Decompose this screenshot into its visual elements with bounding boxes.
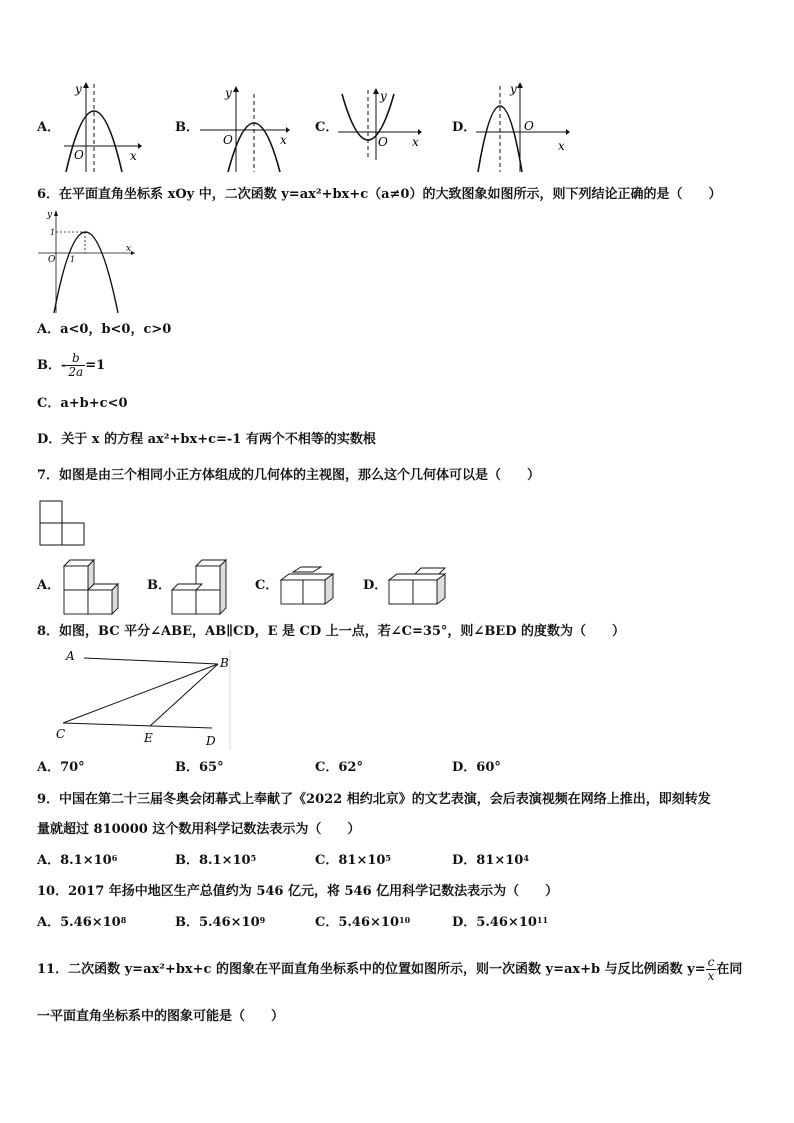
q6-graph-origin-label: O: [48, 255, 56, 265]
q5-option-a-graph: [60, 80, 142, 172]
q11-stem-part2: 在同: [716, 962, 743, 977]
q8-point-c: C: [56, 727, 66, 741]
q9-option-d: D．$81\times 10^4$: [452, 853, 529, 868]
q8-point-a: A: [66, 649, 75, 663]
q7-front-view: [39, 500, 87, 548]
q8-figure: [54, 646, 236, 750]
q5a-axis-y-label: y: [75, 82, 82, 96]
q10-stem: 10．2017 年扬中地区生产总值约为 546 亿元，将 546 亿用科学记数法表示为（ ）: [37, 884, 559, 899]
q9-option-c: C．$81\times 10^5$: [315, 853, 391, 868]
q8-option-a: A．70°: [37, 760, 85, 775]
q10-option-c: C．$5.46\times 10^{10}$: [315, 915, 411, 930]
q10-option-b: B．$5.46\times 10^9$: [175, 915, 266, 930]
q5-option-c-graph: [336, 86, 422, 160]
q5b-axis-y-label: y: [225, 86, 232, 100]
q9-stem-line2: 量就超过 810000 这个数用科学记数法表示为（ ）: [37, 822, 361, 837]
q5d-axis-x-label: x: [558, 139, 565, 153]
q6-graph-y-one: 1: [50, 228, 56, 237]
q11-fraction-denominator: x: [707, 969, 715, 983]
q6-option-b-suffix: =1: [85, 358, 106, 373]
q6-option-b-prefix: B．-: [37, 358, 67, 373]
q8-point-d: D: [206, 734, 216, 748]
q8-option-d: D．60°: [452, 760, 501, 775]
q6-option-b: [37, 348, 105, 384]
q5-option-d-label: D．: [452, 120, 477, 135]
q7-stem: 7．如图是由三个相同小正方体组成的几何体的主视图，那么这个几何体可以是（ ）: [37, 468, 541, 483]
q5-option-b-graph: [198, 84, 290, 172]
q7-option-a-label: A．: [37, 578, 61, 593]
q10-option-d: D．$5.46\times 10^{11}$: [452, 915, 549, 930]
q8-option-b: B．65°: [175, 760, 224, 775]
q7-option-b-solid: [170, 556, 228, 616]
q5a-origin-label: O: [74, 148, 84, 162]
q5-option-a-label: A．: [37, 120, 61, 135]
q7-option-b-label: B．: [147, 578, 171, 593]
q5c-origin-label: O: [378, 135, 388, 149]
q7-option-d-solid: [387, 566, 451, 606]
q5-option-d-graph: [474, 80, 570, 172]
q5c-axis-x-label: x: [412, 135, 419, 149]
q11-fraction-numerator: c: [706, 956, 717, 970]
q6-option-b-fraction: [66, 352, 85, 379]
q5-option-b-label: B．: [175, 120, 199, 135]
q8-stem: 8．如图，BC 平分∠ABE，AB∥CD，E 是 CD 上一点，若∠C=35°，则∠BED 的度数为（ ）: [37, 624, 626, 639]
q5-option-c-label: C．: [315, 120, 339, 135]
q6-stem: 6．在平面直角坐标系 xOy 中，二次函数 y=ax²+bx+c（a≠0）的大致图象如图所示，则下列结论正确的是（ ）: [37, 187, 722, 202]
q11-stem-line1: [37, 953, 742, 987]
q8-point-e: E: [144, 731, 153, 745]
q8-option-c: C．62°: [315, 760, 363, 775]
q6-option-b-numerator: b: [66, 352, 85, 366]
q6-option-d: D．关于 x 的方程 ax²+bx+c=-1 有两个不相等的实数根: [37, 432, 376, 447]
q6-graph-x-one: 1: [70, 255, 76, 264]
q9-option-b: B．$8.1\times 10^5$: [175, 853, 257, 868]
q6-graph: [36, 207, 136, 315]
q5b-origin-label: O: [223, 133, 233, 147]
q6-option-b-denominator: 2a: [68, 365, 84, 379]
q6-option-c: C．a+b+c<0: [37, 396, 128, 411]
q6-graph-x-label: x: [126, 244, 132, 254]
q8-point-b: B: [220, 656, 229, 670]
q10-option-a: A．$5.46\times 10^8$: [37, 915, 127, 930]
q5c-axis-y-label: y: [380, 89, 387, 103]
q7-option-d-label: D．: [363, 578, 388, 593]
q5d-axis-y-label: y: [510, 82, 517, 96]
q11-stem-line2: 一平面直角坐标系中的图象可能是（ ）: [37, 1009, 285, 1024]
q6-option-a: A．a<0，b<0，c>0: [37, 322, 172, 337]
q9-stem-line1: 9．中国在第二十三届冬奥会闭幕式上奉献了《2022 相约北京》的文艺表演，会后表演视频在网络上推出，即刻转发: [37, 792, 711, 807]
q6-graph-y-label: y: [47, 210, 53, 220]
q9-option-a: A．$8.1\times 10^6$: [37, 853, 118, 868]
q7-option-c-label: C．: [255, 578, 279, 593]
q5b-axis-x-label: x: [280, 133, 287, 147]
q11-stem-part1: 11．二次函数 y=ax²+bx+c 的图象在平面直角坐标系中的位置如图所示，则一次函数 y=ax+b 与反比例函数 y=: [37, 962, 706, 977]
q11-fraction: [706, 956, 717, 983]
q5a-axis-x-label: x: [130, 149, 137, 163]
q7-option-c-solid: [279, 566, 337, 606]
q5d-origin-label: O: [524, 119, 534, 133]
q7-option-a-solid: [62, 556, 120, 616]
